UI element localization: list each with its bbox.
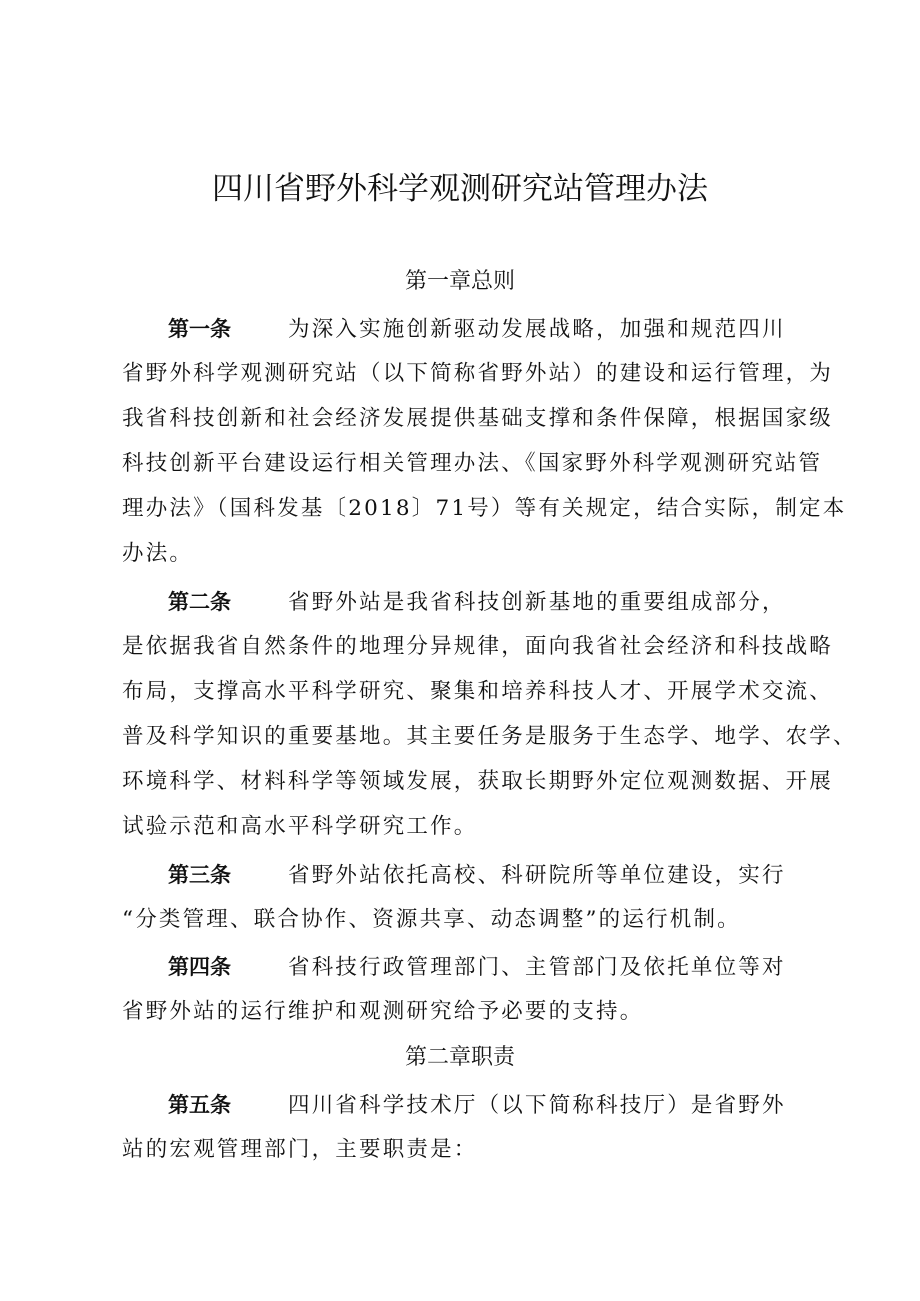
article-2-first-line (168, 586, 786, 619)
article-1-line-2: 省野外科学观测研究站（以下简称省野外站）的建设和运行管理，为 (122, 361, 834, 386)
article-3-first-line (168, 859, 786, 892)
article-4-label: 第四条 (168, 955, 231, 979)
article-2-line-5: 环境科学、材料科学等领域发展，获取长期野外定位观测数据、开展 (122, 769, 834, 794)
article-4-first-line (168, 951, 786, 984)
article-3-line-2: “分类管理、联合协作、资源共享、动态调整”的运行机制。 (122, 907, 741, 932)
article-2-line-3: 布局，支撑高水平科学研究、聚集和培养科技人才、开展学术交流、 (122, 679, 834, 704)
article-2-line-2: 是依据我省自然条件的地理分异规律，面向我省社会经济和科技战略 (122, 634, 834, 659)
article-2-label: 第二条 (168, 590, 231, 614)
chapter-2-heading: 第二章职责 (404, 1045, 515, 1070)
article-1-label: 第一条 (168, 317, 231, 341)
document-title: 四川省野外科学观测研究站管理办法 (212, 171, 708, 207)
article-1-line-5: 理办法》（国科发基〔2018〕71号）等有关规定，结合实际，制定本 (122, 496, 847, 521)
article-4-line-1: 省科技行政管理部门、主管部门及依托单位等对 (288, 955, 786, 980)
article-1-line-1: 为深入实施创新驱动发展战略，加强和规范四川 (288, 317, 786, 342)
article-2-line-6: 试验示范和高水平科学研究工作。 (122, 814, 478, 839)
article-3-label: 第三条 (168, 863, 231, 887)
article-2-line-4: 普及科学知识的重要基地。其主要任务是服务于生态学、地学、农学、 (122, 724, 857, 749)
article-5-first-line (168, 1089, 786, 1122)
article-5-line-1: 四川省科学技术厅（以下简称科技厅）是省野外 (288, 1093, 786, 1118)
article-5-label: 第五条 (168, 1093, 231, 1117)
article-2-line-1: 省野外站是我省科技创新基地的重要组成部分， (288, 590, 786, 615)
article-4-line-2: 省野外站的运行维护和观测研究给予必要的支持。 (122, 999, 644, 1024)
article-1-line-6: 办法。 (122, 541, 194, 566)
article-1-line-4: 科技创新平台建设运行相关管理办法、《国家野外科学观测研究站管 (122, 451, 823, 476)
article-3-line-1: 省野外站依托高校、科研院所等单位建设，实行 (288, 863, 786, 888)
article-1-first-line (168, 313, 786, 346)
chapter-1-heading: 第一章总则 (404, 269, 515, 294)
article-1-line-3: 我省科技创新和社会经济发展提供基础支撑和条件保障，根据国家级 (122, 406, 834, 431)
article-5-line-2: 站的宏观管理部门，主要职责是： (122, 1137, 478, 1162)
